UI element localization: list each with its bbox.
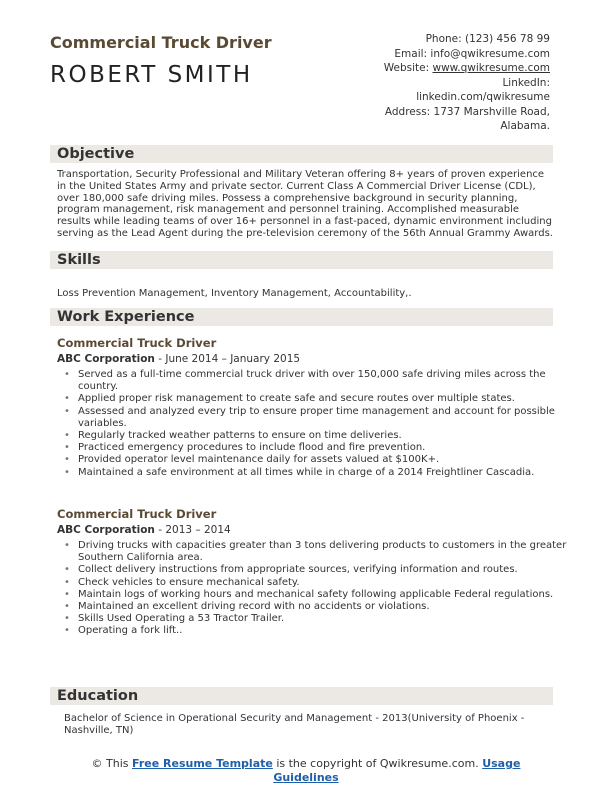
contact-website — [290, 61, 550, 76]
job-2-dates: - 2013 – 2014 — [154, 524, 231, 536]
job-1-company: ABC Corporation — [57, 353, 155, 365]
list-item: • Driving trucks with capacities greater than 3 tons delivering products to customers in the greater Southern California area. — [78, 540, 568, 564]
skills-text: Loss Prevention Management, Inventory Management, Accountability,. — [57, 288, 412, 299]
list-item: • Provided operator level maintenance daily for assets valued at $100K+. — [78, 454, 568, 466]
job-1-dates: - June 2014 – January 2015 — [154, 353, 301, 365]
candidate-name: ROBERT SMITH — [50, 62, 253, 88]
work-heading: Work Experience — [57, 309, 195, 325]
objective-section-header — [50, 145, 553, 163]
contact-linkedin-label: LinkedIn: — [502, 76, 550, 89]
contact-phone: Phone: (123) 456 78 99 — [425, 33, 550, 45]
list-item: • Applied proper risk management to create safe and secure routes over multiple states. — [78, 393, 568, 405]
job-2-duties — [57, 540, 568, 638]
job-2-title: Commercial Truck Driver — [57, 507, 217, 521]
objective-heading: Objective — [57, 146, 135, 162]
usage-guidelines-link-part1[interactable]: Usage — [482, 757, 521, 770]
usage-guidelines-link-part2[interactable]: Guidelines — [273, 770, 339, 784]
job-2-company: ABC Corporation — [57, 524, 155, 536]
contact-address-line1: Address: 1737 Marshville Road, — [384, 105, 550, 118]
contact-linkedin-value: linkedin.com/qwikresume — [416, 91, 550, 103]
contact-email: Email: info@qwikresume.com — [394, 47, 550, 60]
list-item: • Collect delivery instructions from appropriate sources, verifying information and routes. — [78, 564, 568, 576]
free-resume-template-link[interactable]: Free Resume Template — [132, 757, 273, 770]
list-item: • Maintained an excellent driving record with no accidents or violations. — [78, 601, 568, 613]
job-1-title: Commercial Truck Driver — [57, 336, 217, 350]
contact-address-line2: Alabama. — [500, 120, 550, 132]
list-item: • Maintained a safe environment at all times while in charge of a 2014 Freightliner Cascadia. — [78, 467, 568, 479]
skills-heading: Skills — [57, 252, 101, 268]
copyright-footer — [0, 757, 612, 784]
objective-text: Transportation, Security Professional and Military Veteran offering 8+ years of proven experience in the United States Army and private sector. Current Class A Commercial Driver License (CDL), over 180,000 safe driving miles. Possess a comprehensive background in security planning, program management, risk management and personnel training. Accomplished measurable results while leading teams of over 16+ personnel in a fast-paced, dynamic environment including serving as the Lead Agent during the pre-television ceremony of the 56th Annual Grammy Awards. — [57, 169, 553, 239]
list-item: • Operating a fork lift.. — [78, 625, 568, 637]
website-link[interactable]: www.qwikresume.com — [432, 62, 550, 74]
list-item: • Maintain logs of working hours and mechanical safety following applicable Federal regulations. — [78, 589, 568, 601]
education-section-header — [50, 687, 553, 705]
job-2-company-line — [57, 524, 231, 536]
contact-block — [290, 32, 550, 134]
website-label: Website: — [383, 62, 430, 74]
education-heading: Education — [57, 688, 139, 704]
list-item: • Served as a full-time commercial truck driver with over 150,000 safe driving miles across the country. — [78, 369, 568, 393]
job-1-company-line — [57, 353, 300, 365]
list-item: • Regularly tracked weather patterns to ensure on time deliveries. — [78, 430, 568, 442]
list-item: • Skills Used Operating a 53 Tractor Trailer. — [78, 613, 568, 625]
resume-job-title: Commercial Truck Driver — [50, 33, 272, 52]
list-item: • Assessed and analyzed every trip to ensure proper time management and account for possible variables. — [78, 406, 568, 430]
list-item: • Practiced emergency procedures to include flood and fire prevention. — [78, 442, 568, 454]
job-1-duties — [57, 369, 568, 479]
work-section-header — [50, 308, 553, 326]
list-item: • Check vehicles to ensure mechanical safety. — [78, 577, 568, 589]
education-text: Bachelor of Science in Operational Security and Management - 2013(University of Phoenix - Nashville, TN) — [64, 713, 525, 736]
footer-prefix: © This — [91, 757, 133, 770]
skills-section-header — [50, 251, 553, 269]
footer-middle: is the copyright of Qwikresume.com. — [272, 757, 483, 770]
